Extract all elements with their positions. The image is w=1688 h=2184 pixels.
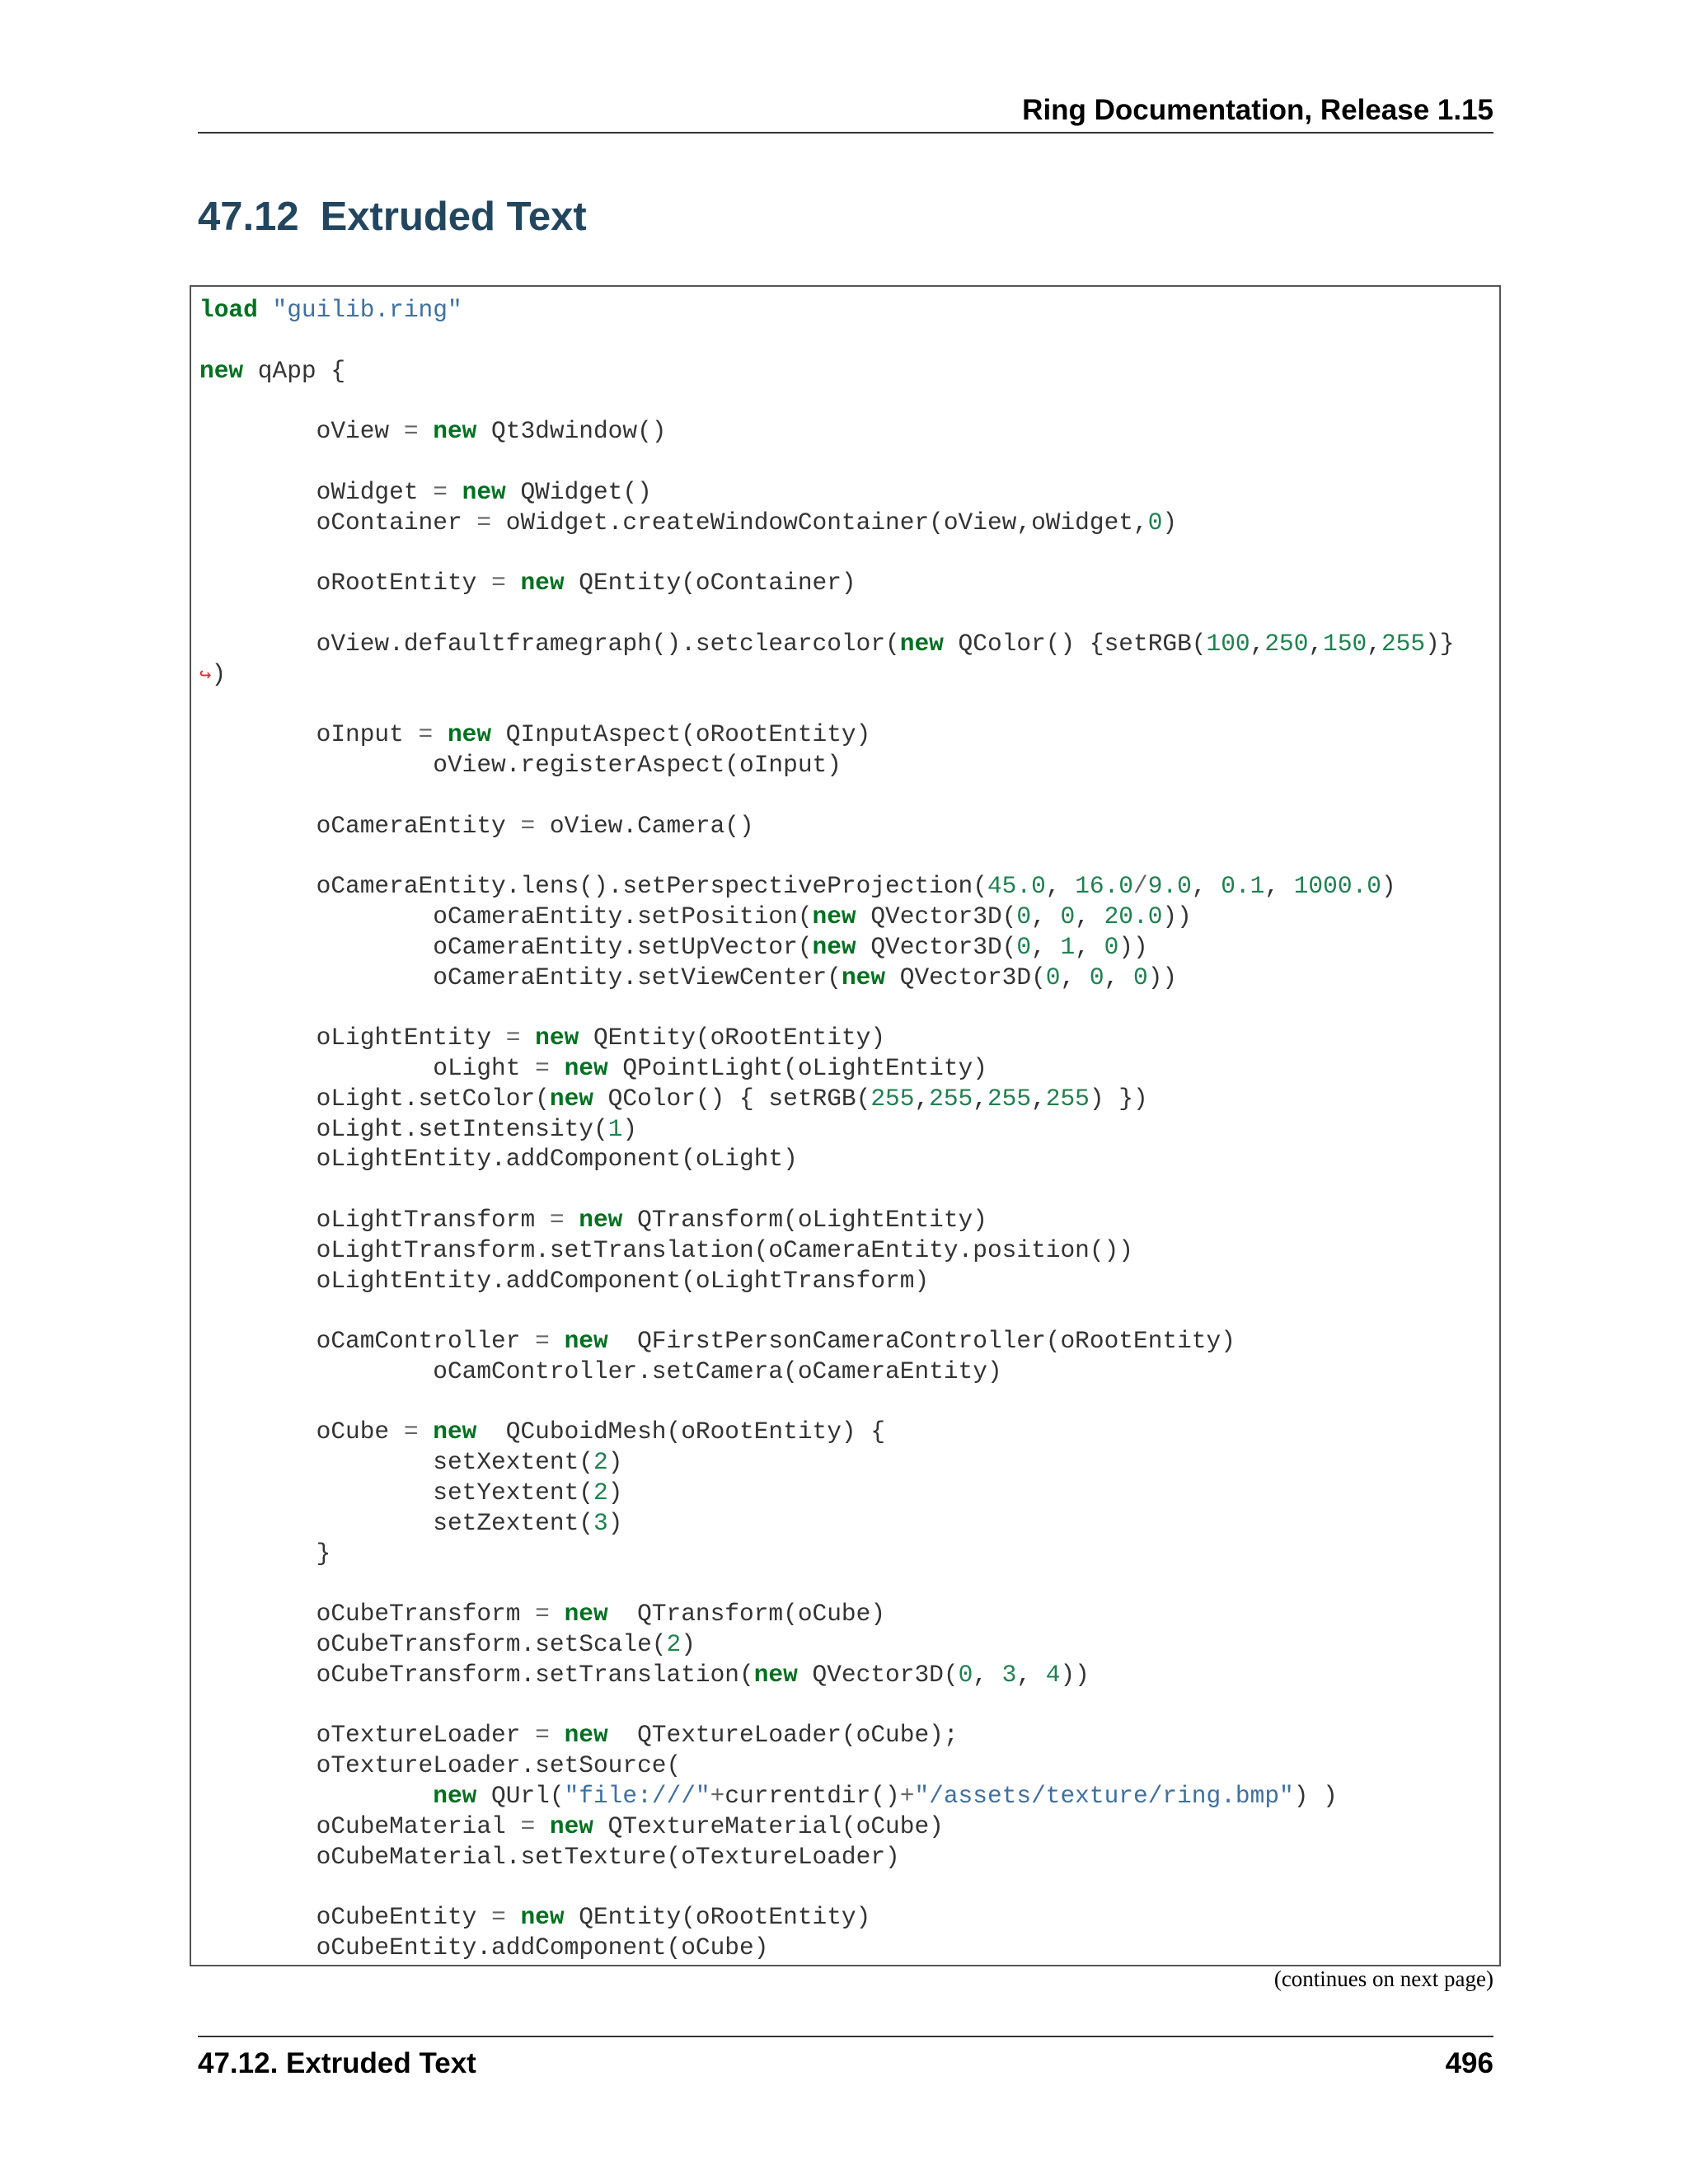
code-line: oCubeTransform.setScale(2) xyxy=(199,1630,696,1659)
code-line: oContainer = oWidget.createWindowContainer(oView,oWidget,0) xyxy=(199,508,1178,537)
code-line: } xyxy=(199,1539,331,1568)
page-footer xyxy=(198,2036,1493,2087)
code-line: oCameraEntity.setUpVector(new QVector3D(0, 1, 0)) xyxy=(199,932,1148,961)
code-line: oLightEntity.addComponent(oLightTransform) xyxy=(199,1266,930,1295)
code-line: oCamController = new QFirstPersonCameraController(oRootEntity) xyxy=(199,1327,1236,1356)
code-line xyxy=(199,841,1454,871)
document-title: Ring Documentation, Release 1.15 xyxy=(1022,94,1493,126)
code-line xyxy=(199,1690,1454,1721)
code-line xyxy=(199,1387,1454,1418)
code-line: oCubeEntity.addComponent(oCube) xyxy=(199,1933,769,1962)
code-line: oCubeTransform.setTranslation(new QVector3D(0, 3, 4)) xyxy=(199,1660,1090,1689)
code-line xyxy=(199,1872,1454,1902)
code-line: setZextent(3) xyxy=(199,1508,623,1537)
code-line: oCameraEntity.setViewCenter(new QVector3D(0, 0, 0)) xyxy=(199,963,1178,991)
page-number: 496 xyxy=(1445,2047,1493,2079)
code-line xyxy=(199,780,1454,811)
code-line: oCubeMaterial = new QTextureMaterial(oCube) xyxy=(199,1811,944,1840)
footer-section-label: 47.12. Extruded Text xyxy=(198,2047,476,2079)
code-line: oLight.setColor(new QColor() { setRGB(255,255,255,255) }) xyxy=(199,1084,1148,1113)
code-line: oView.registerAspect(oInput) xyxy=(199,750,842,779)
code-line xyxy=(199,386,1454,416)
code-line: oLight = new QPointLight(oLightEntity) xyxy=(199,1053,987,1082)
code-line: oCubeEntity = new QEntity(oRootEntity) xyxy=(199,1903,871,1932)
code-listing xyxy=(199,295,1454,1963)
code-line: new qApp { xyxy=(199,356,346,385)
section-heading xyxy=(198,191,587,242)
code-line: oWidget = new QWidget() xyxy=(199,477,652,506)
code-block xyxy=(190,285,1501,1966)
code-line: ↪) xyxy=(199,659,227,688)
code-line: setXextent(2) xyxy=(199,1448,623,1477)
code-line: oView = new Qt3dwindow() xyxy=(199,417,667,446)
code-line: load "guilib.ring" xyxy=(199,296,462,324)
code-line: oInput = new QInputAspect(oRootEntity) xyxy=(199,720,871,749)
code-line: oTextureLoader.setSource( xyxy=(199,1751,682,1780)
code-line xyxy=(199,537,1454,568)
code-line xyxy=(199,326,1454,356)
code-line: oRootEntity = new QEntity(oContainer) xyxy=(199,569,856,598)
section-number: 47.12 xyxy=(198,194,299,239)
code-line: new QUrl("file:///"+currentdir()+"/assets/texture/ring.bmp") ) xyxy=(433,1782,1338,1811)
code-line: oCube = new QCuboidMesh(oRootEntity) { xyxy=(199,1418,886,1446)
code-line: oTextureLoader = new QTextureLoader(oCube); xyxy=(199,1721,959,1750)
code-line: setYextent(2) xyxy=(199,1479,623,1507)
section-title: Extruded Text xyxy=(320,194,587,239)
page-header xyxy=(198,92,1493,134)
code-line: oCameraEntity.lens().setPerspectiveProjection(45.0, 16.0/9.0, 0.1, 1000.0) xyxy=(199,872,1396,901)
code-line xyxy=(199,1296,1454,1326)
code-line: oCubeMaterial.setTexture(oTextureLoader) xyxy=(199,1842,900,1871)
code-line: oCameraEntity = oView.Camera() xyxy=(199,811,754,840)
code-line xyxy=(199,992,1454,1023)
code-line: oLightTransform.setTranslation(oCameraEntity.position()) xyxy=(199,1235,1133,1264)
code-line: oLightEntity = new QEntity(oRootEntity) xyxy=(199,1024,886,1052)
continues-note: (continues on next page) xyxy=(1273,1966,1493,1991)
code-line: oView.defaultframegraph().setclearcolor(new QColor() {setRGB(100,250,150,255)} xyxy=(199,629,1455,658)
code-line xyxy=(199,689,1454,719)
code-line: oLightEntity.addComponent(oLight) xyxy=(199,1145,798,1174)
code-line xyxy=(199,598,1454,629)
code-line xyxy=(199,1568,1454,1599)
code-line xyxy=(199,1174,1454,1205)
code-line: oLightTransform = new QTransform(oLightEntity) xyxy=(199,1205,987,1234)
code-line: oCamController.setCamera(oCameraEntity) xyxy=(199,1357,1002,1385)
code-line: oLight.setIntensity(1) xyxy=(199,1114,638,1143)
code-line: oCameraEntity.setPosition(new QVector3D(0, 0, 20.0)) xyxy=(199,902,1192,930)
code-line: oCubeTransform = new QTransform(oCube) xyxy=(199,1600,886,1629)
code-line xyxy=(199,447,1454,477)
